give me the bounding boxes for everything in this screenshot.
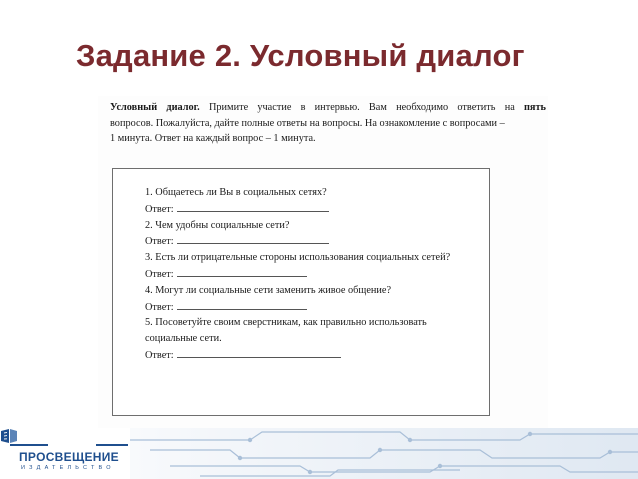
publisher-logo-icon (0, 428, 18, 444)
task-instructions (110, 100, 546, 147)
answer-line-1 (177, 201, 329, 212)
slide-title: Задание 2. Условный диалог (76, 38, 525, 73)
answer-line-3 (177, 266, 307, 277)
answer-row-4 (145, 299, 450, 316)
question-5-line-2: социальные сети. (145, 333, 222, 345)
instructions-line-1 (110, 100, 546, 116)
question-1: 1. Общаетесь ли Вы в социальных сетях? (145, 187, 327, 198)
task-scan (98, 96, 548, 428)
answer-label: Ответ: (145, 203, 174, 215)
publisher-subtitle: ИЗДАТЕЛЬСТВО (21, 465, 115, 471)
answer-line-2 (177, 233, 329, 244)
answer-label: Ответ: (145, 349, 174, 361)
answer-row-1 (145, 201, 450, 218)
answer-label: Ответ: (145, 268, 174, 280)
question-2: 2. Чем удобны социальные сети? (145, 219, 290, 231)
answer-label: Ответ: (145, 301, 174, 313)
question-5-line-1: 5. Посоветуйте своим сверстникам, как правильно использовать (145, 317, 427, 329)
answer-row-3 (145, 266, 450, 283)
answer-row-5 (145, 347, 450, 364)
footer-bar (0, 428, 638, 479)
instructions-line-3: 1 минута. Ответ на каждый вопрос – 1 минута. (110, 133, 316, 144)
publisher-name: ПРОСВЕЩЕНИЕ (19, 450, 119, 464)
answer-row-2 (145, 233, 450, 250)
answer-line-4 (177, 299, 307, 310)
instructions-lead: Условный диалог. (110, 102, 200, 113)
instructions-bold-word: пять (523, 102, 546, 113)
answer-label: Ответ: (145, 236, 174, 248)
question-3: 3. Есть ли отрицательные стороны использования социальных сетей? (145, 252, 451, 264)
answer-line-5 (177, 347, 341, 358)
questions-box (112, 168, 490, 416)
question-4: 4. Могут ли социальные сети заменить живое общение? (145, 284, 392, 296)
instructions-line-2: вопросов. Пожалуйста, дайте полные ответы на вопросы. На ознакомление с вопросами – (110, 117, 505, 129)
questions-list (145, 185, 450, 364)
instructions-line-1-text: Примите участие в интервью. Вам необходимо ответить на (199, 102, 524, 113)
